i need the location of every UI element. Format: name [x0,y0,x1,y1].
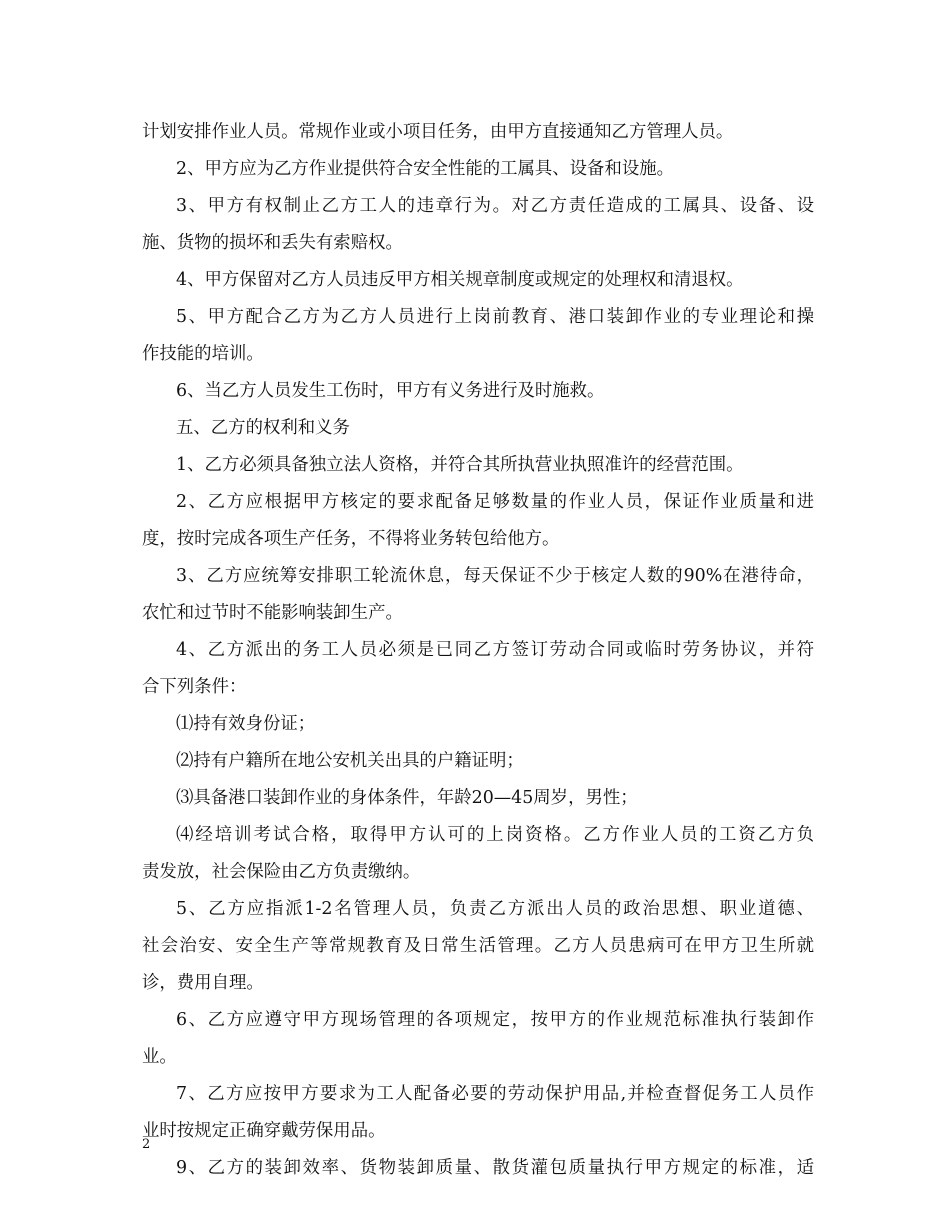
paragraph-line: 作技能的培训。 [142,344,264,364]
paragraph-line: 农忙和过节时不能影响装卸生产。 [142,603,403,623]
paragraph-line: 诊，费用自理。 [142,973,264,993]
paragraph-line: 责发放，社会保险由乙方负责缴纳。 [142,862,421,882]
paragraph-line: 2、乙方应根据甲方核定的要求配备足够数量的作业人员，保证作业质量和进 [176,492,814,512]
paragraph-line: 4、乙方派出的务工人员必须是已同乙方签订劳动合同或临时劳务协议，并符 [176,640,814,660]
paragraph-line: 5、甲方配合乙方为乙方人员进行上岗前教育、港口装卸作业的专业理论和操 [176,307,814,327]
paragraph-line: 业。 [142,1047,177,1067]
list-item: ⑶具备港口装卸作业的身体条件，年龄20—45周岁，男性； [176,788,638,808]
paragraph-line: 7、乙方应按甲方要求为工人配备必要的劳动保护用品,并检查督促务工人员作 [176,1084,814,1104]
list-item: ⑴持有效身份证； [176,714,316,734]
paragraph-line: 9、乙方的装卸效率、货物装卸质量、散货灌包质量执行甲方规定的标准，适 [176,1158,814,1178]
paragraph-line: 施、货物的损坏和丢失有索赔权。 [142,233,403,253]
paragraph-line: 合下列条件： [142,677,247,697]
paragraph-line: 度，按时完成各项生产任务，不得将业务转包给他方。 [142,529,560,549]
paragraph-line: 4、甲方保留对乙方人员违反甲方相关规章制度或规定的处理权和清退权。 [176,270,744,290]
paragraph-line: 计划安排作业人员。常规作业或小项目任务，由甲方直接通知乙方管理人员。 [142,122,734,142]
paragraph-line: 业时按规定正确穿戴劳保用品。 [142,1121,386,1141]
paragraph-line: 3、甲方有权制止乙方工人的违章行为。对乙方责任造成的工属具、设备、设 [176,196,814,216]
section-heading: 五、乙方的权利和义务 [176,418,350,438]
paragraph-line: 1、乙方必须具备独立法人资格，并符合其所执营业执照准许的经营范围。 [176,455,744,475]
page-number: 2 [142,1137,151,1152]
paragraph-line: 5、乙方应指派1-2名管理人员，负责乙方派出人员的政治思想、职业道德、 [176,899,814,919]
paragraph-line: 社会治安、安全生产等常规教育及日常生活管理。乙方人员患病可在甲方卫生所就 [142,936,814,956]
paragraph-line: 6、乙方应遵守甲方现场管理的各项规定，按甲方的作业规范标准执行装卸作 [176,1010,814,1030]
paragraph-line: 2、甲方应为乙方作业提供符合安全性能的工属具、设备和设施。 [176,159,675,179]
list-item: ⑷经培训考试合格，取得甲方认可的上岗资格。乙方作业人员的工资乙方负 [176,825,814,845]
document-body [142,114,814,1187]
list-item: ⑵持有户籍所在地公安机关出具的户籍证明； [176,751,524,771]
paragraph-line: 6、当乙方人员发生工伤时，甲方有义务进行及时施救。 [176,381,605,401]
paragraph-line: 3、乙方应统筹安排职工轮流休息，每天保证不少于核定人数的90%在港待命， [176,566,814,586]
